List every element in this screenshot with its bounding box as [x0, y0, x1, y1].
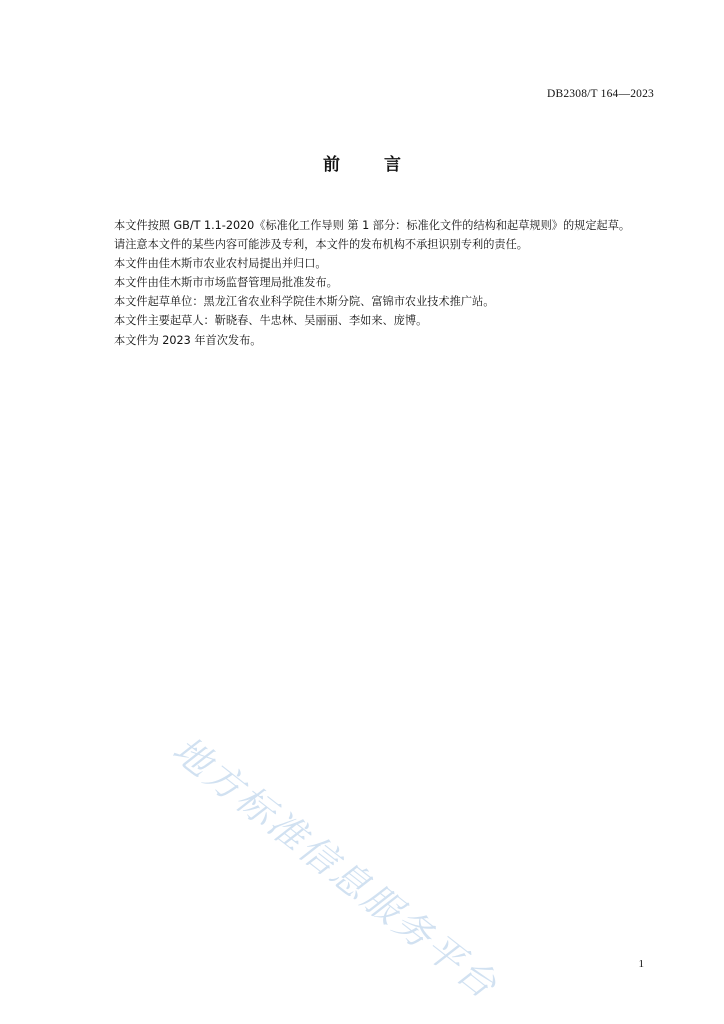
paragraph-first-release: 本文件为 2023 年首次发布。	[114, 333, 262, 347]
paragraph-approver: 本文件由佳木斯市市场监督管理局批准发布。	[114, 276, 338, 290]
title-char-2: 言	[384, 155, 401, 175]
watermark: 地方标准信息服务平台	[164, 727, 507, 1008]
paragraph-drafters: 本文件主要起草人：靳晓春、牛忠林、吴丽丽、李如来、庞博。	[114, 314, 428, 328]
document-code: DB2308/T 164—2023	[546, 88, 654, 100]
foreword-body	[87, 216, 659, 350]
page-number: 1	[638, 958, 644, 970]
paragraph-patent-notice: 请注意本文件的某些内容可能涉及专利，本文件的发布机构不承担识别专利的责任。	[114, 238, 528, 252]
page-title	[0, 150, 724, 175]
paragraph-drafting-units: 本文件起草单位：黑龙江省农业科学院佳木斯分院、富锦市农业技术推广站。	[114, 295, 495, 309]
paragraph-proposer: 本文件由佳木斯市农业农村局提出并归口。	[114, 257, 327, 271]
paragraph-drafting-rules: 本文件按照 GB/T 1.1-2020《标准化工作导则 第 1 部分：标准化文件的结构和起草规则》的规定起草。	[114, 219, 631, 232]
title-char-1: 前	[323, 155, 340, 175]
